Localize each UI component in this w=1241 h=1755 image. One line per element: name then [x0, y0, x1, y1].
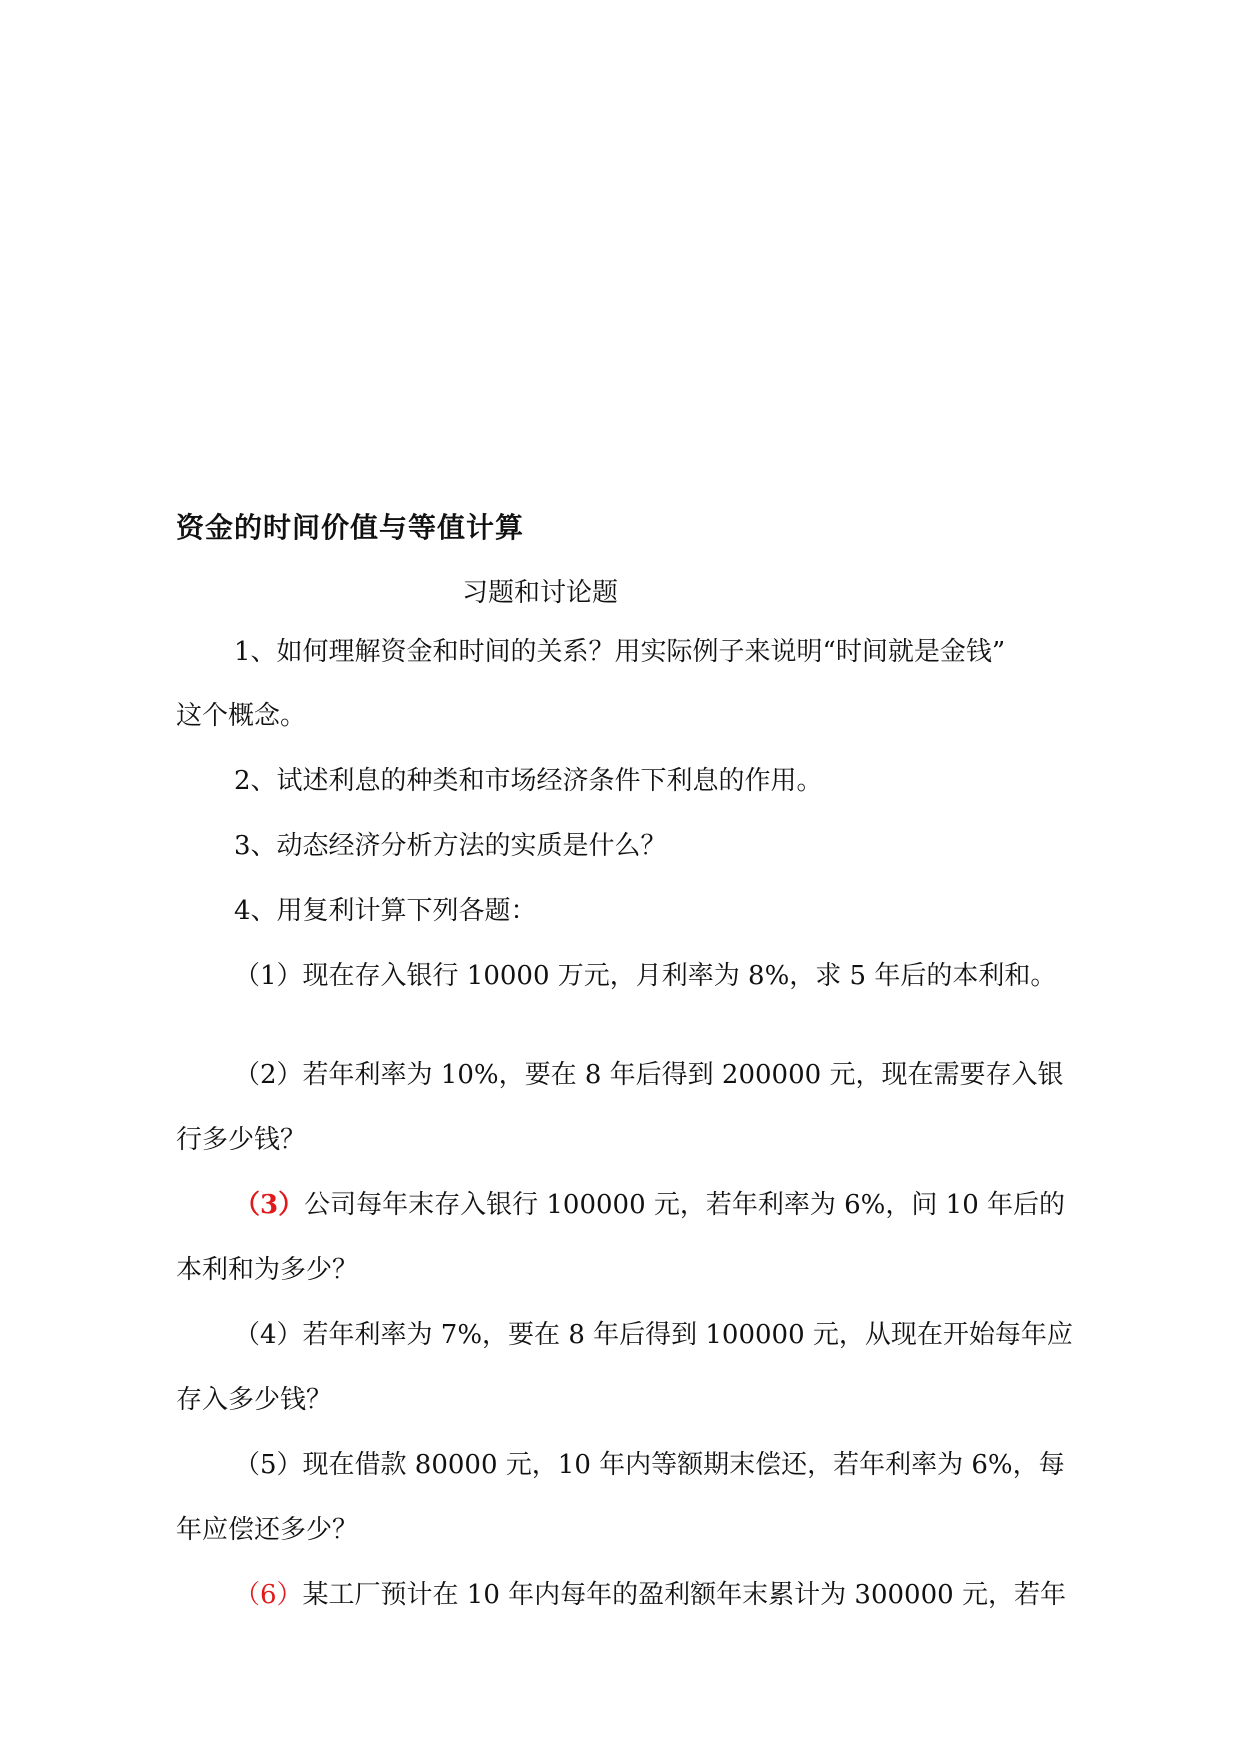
page-subtitle: 习题和讨论题: [462, 578, 619, 608]
problem-5-line-1: （5）现在借款 80000 元，10 年内等额期末偿还，若年利率为 6%，每: [234, 1450, 1065, 1480]
problem-4-line-2: 存入多少钱？: [176, 1385, 333, 1415]
problem-5-line-2: 年应偿还多少？: [176, 1515, 359, 1545]
problem-3-line-2: 本利和为多少？: [176, 1255, 359, 1285]
problem-4-line-1: （4）若年利率为 7%，要在 8 年后得到 100000 元，从现在开始每年应: [234, 1320, 1073, 1350]
problem-6-text: 某工厂预计在 10 年内每年的盈利额年末累计为 300000 元，若年: [302, 1580, 1066, 1610]
problem-1: （1）现在存入银行 10000 万元，月利率为 8%，求 5 年后的本利和。: [234, 961, 1057, 991]
question-3: 3、动态经济分析方法的实质是什么？: [234, 831, 667, 861]
problem-3-marker: （3）: [234, 1190, 305, 1220]
problem-3-line-1: [234, 1190, 1065, 1221]
question-4: 4、用复利计算下列各题：: [234, 896, 537, 926]
question-2: 2、试述利息的种类和市场经济条件下利息的作用。: [234, 766, 823, 796]
problem-3-text: 公司每年末存入银行 100000 元，若年利率为 6%，问 10 年后的: [304, 1190, 1066, 1220]
page-title: 资金的时间价值与等值计算: [176, 511, 525, 544]
problem-6-line-1: [234, 1580, 1066, 1611]
problem-2-line-1: （2）若年利率为 10%，要在 8 年后得到 200000 元，现在需要存入银: [234, 1060, 1064, 1090]
question-1-line-1: 1、如何理解资金和时间的关系？用实际例子来说明“时间就是金钱”: [234, 637, 1006, 667]
problem-2-line-2: 行多少钱？: [176, 1125, 307, 1155]
question-1-line-2: 这个概念。: [176, 701, 307, 731]
problem-6-marker: （6）: [234, 1580, 303, 1610]
